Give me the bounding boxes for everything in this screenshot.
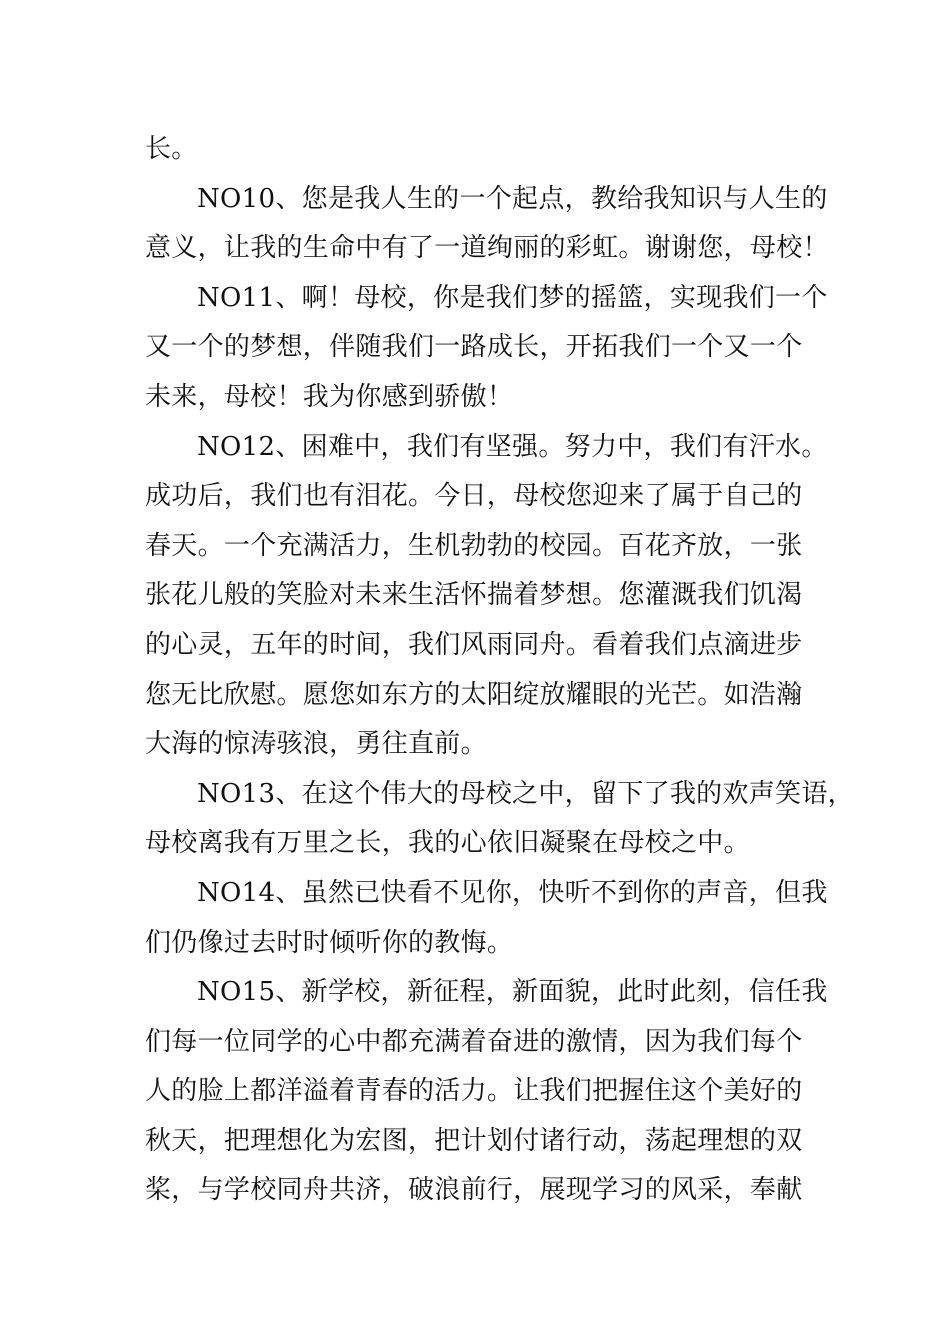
text-line: 张花儿般的笑脸对未来生活怀揣着梦想。您灌溉我们饥渴 [145, 580, 803, 611]
text-line: 大海的惊涛骇浪，勇往直前。 [145, 729, 487, 760]
text-line: 春天。一个充满活力，生机勃勃的校园。百花齐放，一张 [145, 530, 803, 561]
text-line: 您无比欣慰。愿您如东方的太阳绽放耀眼的光芒。如浩瀚 [145, 679, 803, 710]
text-line: 秋天，把理想化为宏图，把计划付诸行动，荡起理想的双 [145, 1125, 803, 1156]
text-line: 长。 [145, 134, 198, 164]
text-line: 人的脸上都洋溢着青春的活力。让我们把握住这个美好的 [145, 1076, 803, 1107]
text-line: 母校离我有万里之长，我的心依旧凝聚在母校之中。 [145, 828, 750, 859]
text-line: 们每一位同学的心中都充满着奋进的激情，因为我们每个 [145, 1026, 803, 1057]
paragraph-start-line: NO15、新学校，新征程，新面貌，此时此刻，信任我 [197, 977, 828, 1008]
text-line: 的心灵，五年的时间，我们风雨同舟。看着我们点滴进步 [145, 629, 803, 660]
paragraph-start-line: NO12、困难中，我们有坚强。努力中，我们有汗水。 [197, 431, 828, 462]
paragraph-start-line: NO10、您是我人生的一个起点，教给我知识与人生的 [197, 183, 828, 214]
text-line: 桨，与学校同舟共济，破浪前行，展现学习的风采，奉献 [145, 1175, 803, 1206]
document-body [145, 125, 854, 1216]
text-line: 们仍像过去时时倾听你的教悔。 [145, 927, 514, 958]
text-line: 意义，让我的生命中有了一道绚丽的彩虹。谢谢您，母校！ [145, 233, 829, 264]
paragraph-start-line: NO13、在这个伟大的母校之中，留下了我的欢声笑语， [197, 778, 854, 809]
paragraph-start-line: NO14、虽然已快看不见你，快听不到你的声音，但我 [197, 877, 828, 908]
text-line: 又一个的梦想，伴随我们一路成长，开拓我们一个又一个 [145, 332, 803, 363]
text-line: 未来，母校！我为你感到骄傲！ [145, 381, 514, 412]
paragraph-start-line: NO11、啊！母校，你是我们梦的摇篮，实现我们一个 [197, 282, 828, 313]
text-line: 成功后，我们也有泪花。今日，母校您迎来了属于自己的 [145, 481, 803, 512]
